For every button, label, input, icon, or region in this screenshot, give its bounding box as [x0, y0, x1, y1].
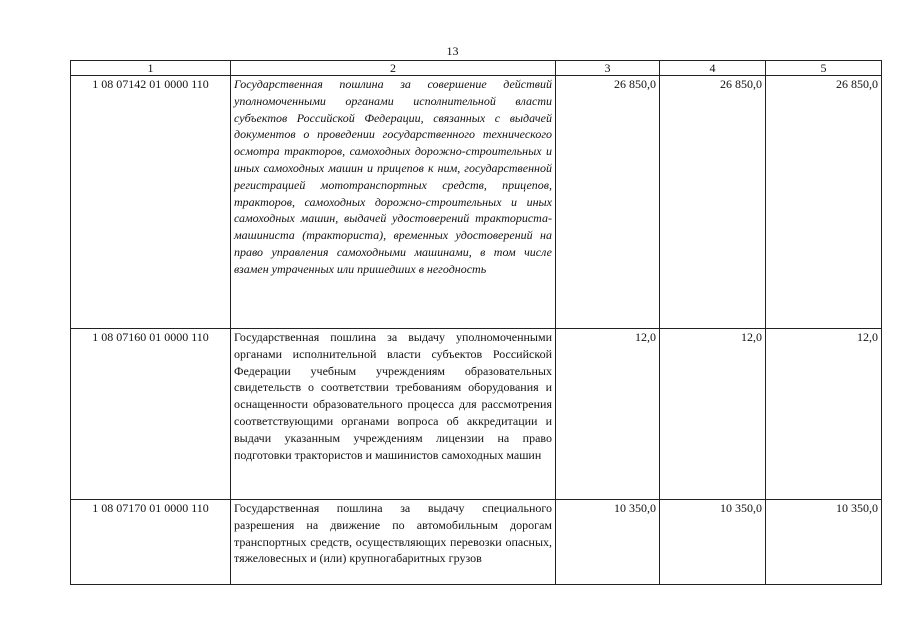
column-header-2: 2 [231, 61, 556, 76]
row-value-col3: 12,0 [556, 329, 660, 500]
row-description: Государственная пошлина за выдачу уполномоченными органами исполнительной власти субъектов Российской Федерации учебным учреждениям образовательных свидетельств о соответствии требованиям оборудования и оснащенности образовательного процесса для рассмотрения соответствующими органами вопроса об аккредитации и выдачи указанным учреждениям лицензии на право подготовки трактористов и машинистов самоходных машин [231, 329, 556, 500]
row-code: 1 08 07142 01 0000 110 [71, 76, 231, 329]
column-header-3: 3 [556, 61, 660, 76]
table-row [71, 76, 882, 329]
row-description: Государственная пошлина за совершение действий уполномоченными органами исполнительной власти субъектов Российской Федерации, связанных с выдачей документов о проведении государственного технического осмотра тракторов, самоходных дорожно-строительных и иных самоходных машин и прицепов к ним, государственной регистрацией мототранспортных средств, прицепов, тракторов, самоходных дорожно-строительных и иных самоходных машин, выдачей удостоверений тракториста-машиниста (тракториста), временных удостоверений на право управления самоходными машинами, в том числе взамен утраченных или пришедших в негодность [231, 76, 556, 329]
row-code: 1 08 07160 01 0000 110 [71, 329, 231, 500]
row-description: Государственная пошлина за выдачу специального разрешения на движение по автомобильным дорогам транспортных средств, осуществляющих перевозки опасных, тяжеловесных и (или) крупногабаритных грузов [231, 500, 556, 585]
column-header-4: 4 [660, 61, 766, 76]
row-value-col4: 26 850,0 [660, 76, 766, 329]
table-row [71, 329, 882, 500]
row-value-col5: 26 850,0 [766, 76, 882, 329]
column-header-5: 5 [766, 61, 882, 76]
row-value-col3: 26 850,0 [556, 76, 660, 329]
table-row [71, 500, 882, 585]
budget-revenue-table [70, 60, 882, 585]
row-value-col4: 12,0 [660, 329, 766, 500]
row-value-col3: 10 350,0 [556, 500, 660, 585]
row-value-col5: 10 350,0 [766, 500, 882, 585]
row-value-col4: 10 350,0 [660, 500, 766, 585]
row-value-col5: 12,0 [766, 329, 882, 500]
page-number: 13 [446, 44, 459, 58]
table-header-row [71, 61, 882, 76]
row-code: 1 08 07170 01 0000 110 [71, 500, 231, 585]
column-header-1: 1 [71, 61, 231, 76]
